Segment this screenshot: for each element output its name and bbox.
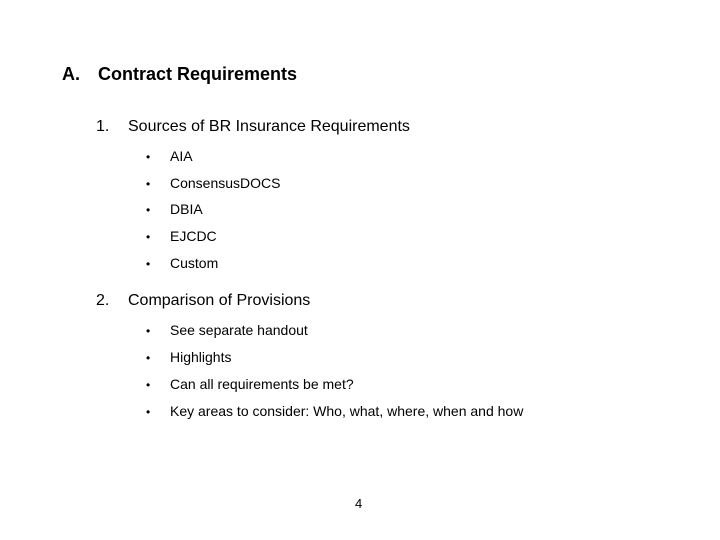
bullet-icon: • (146, 150, 151, 164)
bullet-icon: • (146, 257, 151, 271)
list-item-text: Custom (170, 255, 219, 271)
list-item-text: EJCDC (170, 228, 217, 244)
subsection-1-heading (96, 118, 410, 136)
list-item (146, 201, 203, 217)
subsection-marker: 2. (96, 292, 110, 309)
bullet-icon: • (146, 230, 151, 244)
list-item (146, 403, 523, 419)
list-item-text: AIA (170, 148, 193, 164)
list-item-text: Key areas to consider: Who, what, where, when and how (170, 403, 524, 419)
section-title: Contract Requirements (98, 64, 298, 84)
subsection-2-heading (96, 292, 310, 310)
bullet-icon: • (146, 324, 151, 338)
list-item-text: See separate handout (170, 322, 308, 338)
list-item (146, 376, 354, 392)
bullet-icon: • (146, 405, 151, 419)
list-item-text: Highlights (170, 349, 232, 365)
list-item-text: DBIA (170, 201, 203, 217)
section-heading (62, 64, 297, 85)
subsection-title: Sources of BR Insurance Requirements (128, 118, 410, 135)
list-item (146, 228, 217, 244)
list-item (146, 175, 281, 191)
list-item-text: ConsensusDOCS (170, 175, 281, 191)
list-item-text: Can all requirements be met? (170, 376, 354, 392)
bullet-icon: • (146, 177, 151, 191)
list-item (146, 322, 308, 338)
subsection-marker: 1. (96, 118, 110, 135)
page-number: 4 (355, 496, 363, 511)
bullet-icon: • (146, 378, 151, 392)
list-item (146, 255, 218, 271)
list-item (146, 148, 193, 164)
subsection-title: Comparison of Provisions (128, 292, 311, 309)
bullet-icon: • (146, 203, 151, 217)
section-marker: A. (62, 64, 80, 84)
bullet-icon: • (146, 351, 151, 365)
list-item (146, 349, 231, 365)
